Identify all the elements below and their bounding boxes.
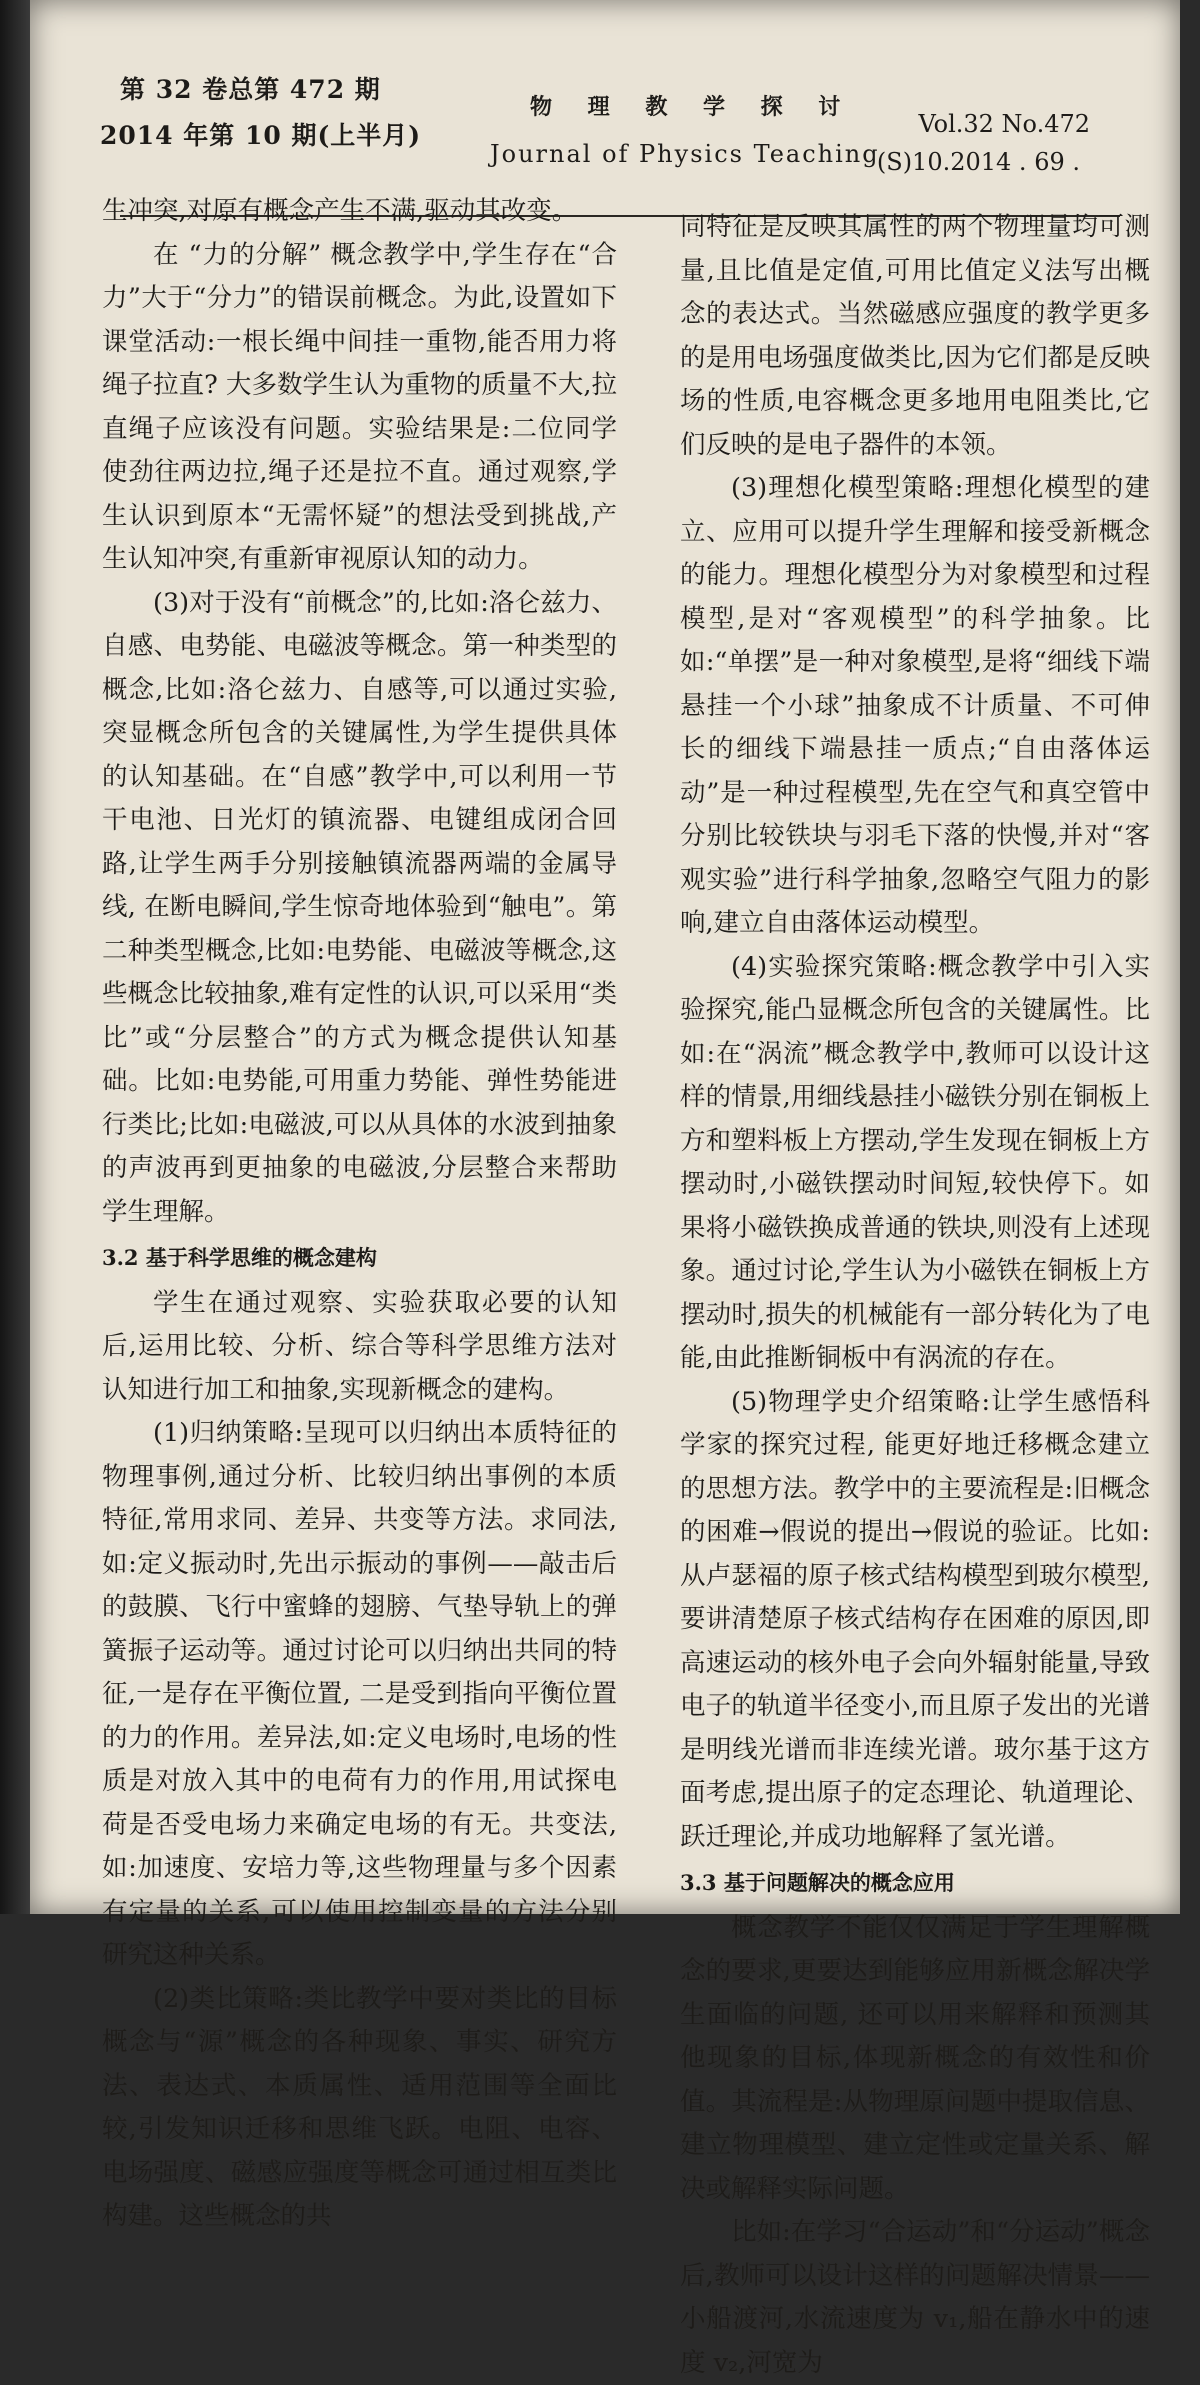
book-binding xyxy=(0,0,30,1914)
paragraph: (4)实验探究策略:概念教学中引入实验探究,能凸显概念所包含的关键属性。比如:在“涡流”概念教学中,教师可以设计这样的情景,用细线悬挂小磁铁分别在铜板上方和塑料板上方摆动,学生发现在铜板上方摆动时,小磁铁摆动时间短,较快停下。如果将小磁铁换成普通的铁块,则没有上述现象。通过讨论,学生认为小磁铁在铜板上方摆动时,损失的机械能有一部分转化为了电能,由此推断铜板中有涡流的存在。 xyxy=(680,951,1150,1373)
page-header xyxy=(90,60,1140,176)
journal-page xyxy=(30,0,1180,2378)
left-column xyxy=(102,190,617,2239)
paragraph: 同特征是反映其属性的两个物理量均可测量,且比值是定值,可用比值定义法写出概念的表达式。当然磁感应强度的教学更多的是用电场强度做类比,因为它们都是反映场的性质,电容概念更多地用电阻类比,它们反映的是电子器件的本领。 xyxy=(680,212,1150,460)
paragraph: (5)物理学史介绍策略:让学生感悟科学家的探究过程, 能更好地迁移概念建立的思想方法。教学中的主要流程是:旧概念的困难→假说的提出→假说的验证。比如:从卢瑟福的原子核式结构模型到玻尔模型,要讲清楚原子核式结构存在困难的原因,即高速运动的核外电子会向外辐射能量,导致电子的轨道半径变小,而且原子发出的光谱是明线光谱而非连续光谱。玻尔基于这方面考虑,提出原子的定态理论、轨道理论、跃迁理论,并成功地解释了氢光谱。 xyxy=(680,1386,1150,1852)
page-reference: (S)10.2014 . 69 . xyxy=(876,148,1080,176)
volume-issue: 第 32 卷总第 472 期 xyxy=(120,75,381,104)
issue-date: 2014 年第 10 期(上半月) xyxy=(100,121,422,150)
volume-number: Vol.32 No.472 xyxy=(918,110,1090,138)
journal-title-en: Journal of Physics Teaching xyxy=(490,140,880,168)
paragraph: 学生在通过观察、实验获取必要的认知后,运用比较、分析、综合等科学思维方法对认知进行加工和抽象,实现新概念的建构。 xyxy=(102,1287,617,1405)
paragraph: (3)理想化模型策略:理想化模型的建立、应用可以提升学生理解和接受新概念的能力。理想化模型分为对象模型和过程模型,是对“客观模型”的科学抽象。比如:“单摆”是一种对象模型,是将“细线下端悬挂一个小球”抽象成不计质量、不可伸长的细线下端悬挂一质点;“自由落体运动”是一种过程模型,先在空气和真空管中分别比较铁块与羽毛下落的快慢,并对“客观实验”进行科学抽象,忽略空气阻力的影响,建立自由落体运动模型。 xyxy=(680,473,1150,938)
paragraph: (2)类比策略:类比教学中要对类比的目标概念与“源”概念的各种现象、事实、研究方法、表达式、本质属性、适用范围等全面比较,引发知识迁移和思维飞跃。电阻、电容、电场强度、磁感应强度等概念可通过相互类比构建。这些概念的共 xyxy=(102,1983,617,2231)
paragraph: 在 “力的分解” 概念教学中,学生存在“合力”大于“分力”的错误前概念。为此,设置如下课堂活动:一根长绳中间挂一重物,能否用力将绳子拉直? 大多数学生认为重物的质量不大,拉直绳子应该没有问题。实验结果是:二位同学使劲往两边拉,绳子还是拉不直。通过观察,学生认识到原本“无需怀疑”的想法受到挑战,产生认知冲突,有重新审视原认知的动力。 xyxy=(102,239,617,574)
right-column xyxy=(680,206,1150,2385)
section-heading: 3.3 基于问题解决的概念应用 xyxy=(680,1870,955,1895)
journal-title-cn: 物 理 教 学 探 讨 xyxy=(530,94,855,120)
paragraph: (3)对于没有“前概念”的,比如:洛仑兹力、自感、电势能、电磁波等概念。第一种类型的概念,比如:洛仑兹力、自感等,可以通过实验,突显概念所包含的关键属性,为学生提供具体的认知基础。在“自感”教学中,可以利用一节干电池、日光灯的镇流器、电键组成闭合回路,让学生两手分别接触镇流器两端的金属导线, 在断电瞬间,学生惊奇地体验到“触电”。第二种类型概念,比如:电势能、电磁波等概念,这些概念比较抽象,难有定性的认识,可以采用“类比”或“分层整合”的方式为概念提供认知基础。比如:电势能,可用重力势能、弹性势能进行类比;比如:电磁波,可以从具体的水波到抽象的声波再到更抽象的电磁波,分层整合来帮助学生理解。 xyxy=(102,587,617,1227)
paragraph: 比如:在学习“合运动”和“分运动”概念后,教师可以设计这样的问题解决情景——小船渡河,水流速度为 v₁,船在静水中的速度 v₂,河宽为 xyxy=(680,2217,1150,2378)
section-heading: 3.2 基于科学思维的概念建构 xyxy=(102,1245,377,1270)
paragraph: (1)归纳策略:呈现可以归纳出本质特征的物理事例,通过分析、比较归纳出事例的本质特征,常用求同、差异、共变等方法。求同法,如:定义振动时,先出示振动的事例——敲击后的鼓膜、飞行中蜜蜂的翅膀、气垫导轨上的弹簧振子运动等。通过讨论可以归纳出共同的特征,一是存在平衡位置, 二是受到指向平衡位置的力的作用。差异法,如:定义电场时,电场的性质是对放入其中的电荷有力的作用,用试探电荷是否受电场力来确定电场的有无。共变法,如:加速度、安培力等,这些物理量与多个因素有定量的关系,可以使用控制变量的方法分别研究这种关系。 xyxy=(102,1418,617,1970)
paragraph: 概念教学不能仅仅满足于学生理解概念的要求,更要达到能够应用新概念解决学生面临的问题, 还可以用来解释和预测其他现象的目标,体现新概念的有效性和价值。其流程是:从物理原问题中提取信息、建立物理模型、建立定性或定量关系、解决或解释实际问题。 xyxy=(680,1912,1150,2204)
paragraph: 生冲突,对原有概念产生不满,驱动其改变。 xyxy=(102,196,578,226)
